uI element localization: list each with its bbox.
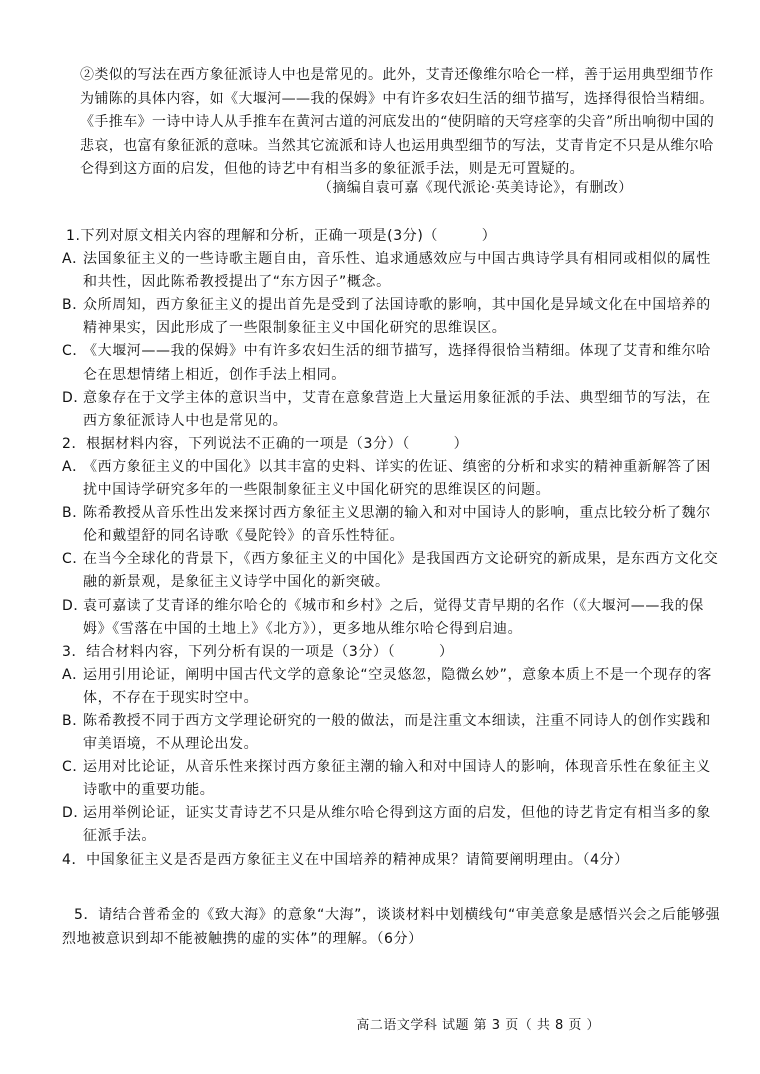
- option-text: 陈希教授不同于西方文学理论研究的一般的做法，而是注重文本细读，注重不同诗人的创作实践和审美语境，不从理论出发。: [83, 712, 711, 753]
- question-4: 4．中国象征主义是否是西方象征主义在中国培养的精神成果？请简要阐明理由。（4分）: [62, 851, 629, 868]
- question-stem: 2．根据材料内容，下列说法不正确的一项是（3分）（ ）: [62, 435, 469, 452]
- option-letter: C．: [62, 759, 87, 776]
- option-text: 运用引用论证，阐明中国古代文学的意象论“空灵悠忽，隐微幺妙”，意象本质上不是一个现存的客体，不存在于现实时空中。: [83, 666, 712, 706]
- option-letter: D．: [62, 389, 88, 406]
- option-d: [62, 802, 722, 848]
- questions-block: [62, 225, 722, 872]
- option-text: 意象存在于文学主体的意识当中，艾青在意象营造上大量运用象征派的手法、典型细节的写法，在西方象征派诗人中也是常见的。: [83, 389, 711, 429]
- option-a: [62, 248, 722, 294]
- question-stem: 5．请结合普希金的《致大海》的意象“大海”，谈谈材料中划横线句“审美意象是感悟兴会之后能够强烈地被意识到却不能被触携的虚的实体”的理解。（6分）: [62, 907, 721, 947]
- option-letter: B．: [62, 712, 87, 729]
- question-5: [62, 903, 724, 951]
- option-text: 在当今全球化的背景下，《西方象征主义的中国化》是我国西方文论研究的新成果，是东西方文化交融的新景观，是象征主义诗学中国化的新突破。: [83, 551, 719, 591]
- option-b: [62, 294, 722, 340]
- option-c: [62, 756, 722, 802]
- option-text: 运用对比论证，从音乐性来探讨西方象征主潮的输入和对中国诗人的影响，体现音乐性在象征主义诗歌中的重要功能。: [83, 759, 711, 799]
- question-stem: 1.下列对原文相关内容的理解和分析，正确一项是(3分)（ ）: [66, 228, 497, 244]
- option-d: [62, 387, 722, 433]
- option-c: [62, 340, 722, 386]
- question-3: [62, 641, 722, 849]
- option-b: [62, 502, 722, 548]
- option-text: 袁可嘉读了艾青译的维尔哈仑的《城市和乡村》之后，觉得艾青早期的名作（《大堰河——我的保姆》《雪落在中国的土地上》《北方》），更多地从维尔哈仑得到启迪。: [83, 597, 704, 637]
- option-d: [62, 595, 722, 641]
- option-text: 众所周知，西方象征主义的提出首先是受到了法国诗歌的影响，其中国化是异域文化在中国培养的精神果实，因此形成了一些限制象征主义中国化研究的思维误区。: [83, 297, 711, 337]
- option-letter: B．: [62, 297, 87, 314]
- option-text: 《大堰河——我的保姆》中有许多农妇生活的细节描写，选择得很恰当精细。体现了艾青和维尔哈仑在思想情绪上相近，创作手法上相同。: [83, 343, 711, 383]
- question-2: [62, 433, 722, 641]
- option-a: [62, 456, 722, 502]
- option-letter: C．: [62, 343, 87, 360]
- passage-source: （摘编自袁可嘉《现代派论·英美诗论》，有删改）: [318, 180, 633, 196]
- option-letter: A．: [62, 458, 87, 475]
- option-text: 法国象征主义的一些诗歌主题自由，音乐性、追求通感效应与中国古典诗学具有相同或相似的属性和共性，因此陈希教授提出了“东方因子”概念。: [83, 251, 711, 291]
- passage-excerpt: [80, 64, 720, 182]
- option-letter: D．: [62, 597, 88, 614]
- page-footer: 高二语文学科 试题 第 3 页（ 共 8 页 ）: [356, 1018, 600, 1033]
- option-letter: D．: [62, 805, 88, 822]
- option-text: 运用举例论证，证实艾青诗艺不只是从维尔哈仑得到这方面的启发，但他的诗艺肯定有相当多的象征派手法。: [83, 805, 711, 845]
- question-stem: 3．结合材料内容，下列分析有误的一项是（3分）（ ）: [62, 643, 454, 660]
- option-c: [62, 548, 722, 594]
- option-letter: C．: [62, 551, 87, 568]
- option-text: 陈希教授从音乐性出发来探讨西方象征主义思潮的输入和对中国诗人的影响，重点比较分析了魏尔伦和戴望舒的同名诗歌《曼陀铃》的音乐性特征。: [83, 505, 711, 545]
- option-a: [62, 664, 722, 710]
- option-letter: A．: [62, 251, 87, 268]
- option-letter: B．: [62, 505, 87, 522]
- question-1: [62, 225, 722, 433]
- option-text: 《西方象征主义的中国化》以其丰富的史料、详实的佐证、缜密的分析和求实的精神重新解答了困扰中国诗学研究多年的一些限制象征主义中国化研究的思维误区的问题。: [83, 458, 711, 499]
- passage-paragraph: ②类似的写法在西方象征派诗人中也是常见的。此外，艾青还像维尔哈仑一样，善于运用典型细节作为铺陈的具体内容，如《大堰河——我的保姆》中有许多农妇生活的细节描写，选择得很恰当精细。《手推车》一诗中诗人从手推车在黄河古道的河底发出的“使阴暗的天穹痉挛的尖音”所出响彻中国的悲哀，也富有象征派的意味。当然其它流派和诗人也运用典型细节的写法，艾青肯定不只是从维尔哈仑得到这方面的启发，但他的诗艺中有相当多的象征派手法，则是无可置疑的。: [80, 67, 715, 178]
- option-b: [62, 710, 722, 756]
- option-letter: A．: [62, 666, 87, 683]
